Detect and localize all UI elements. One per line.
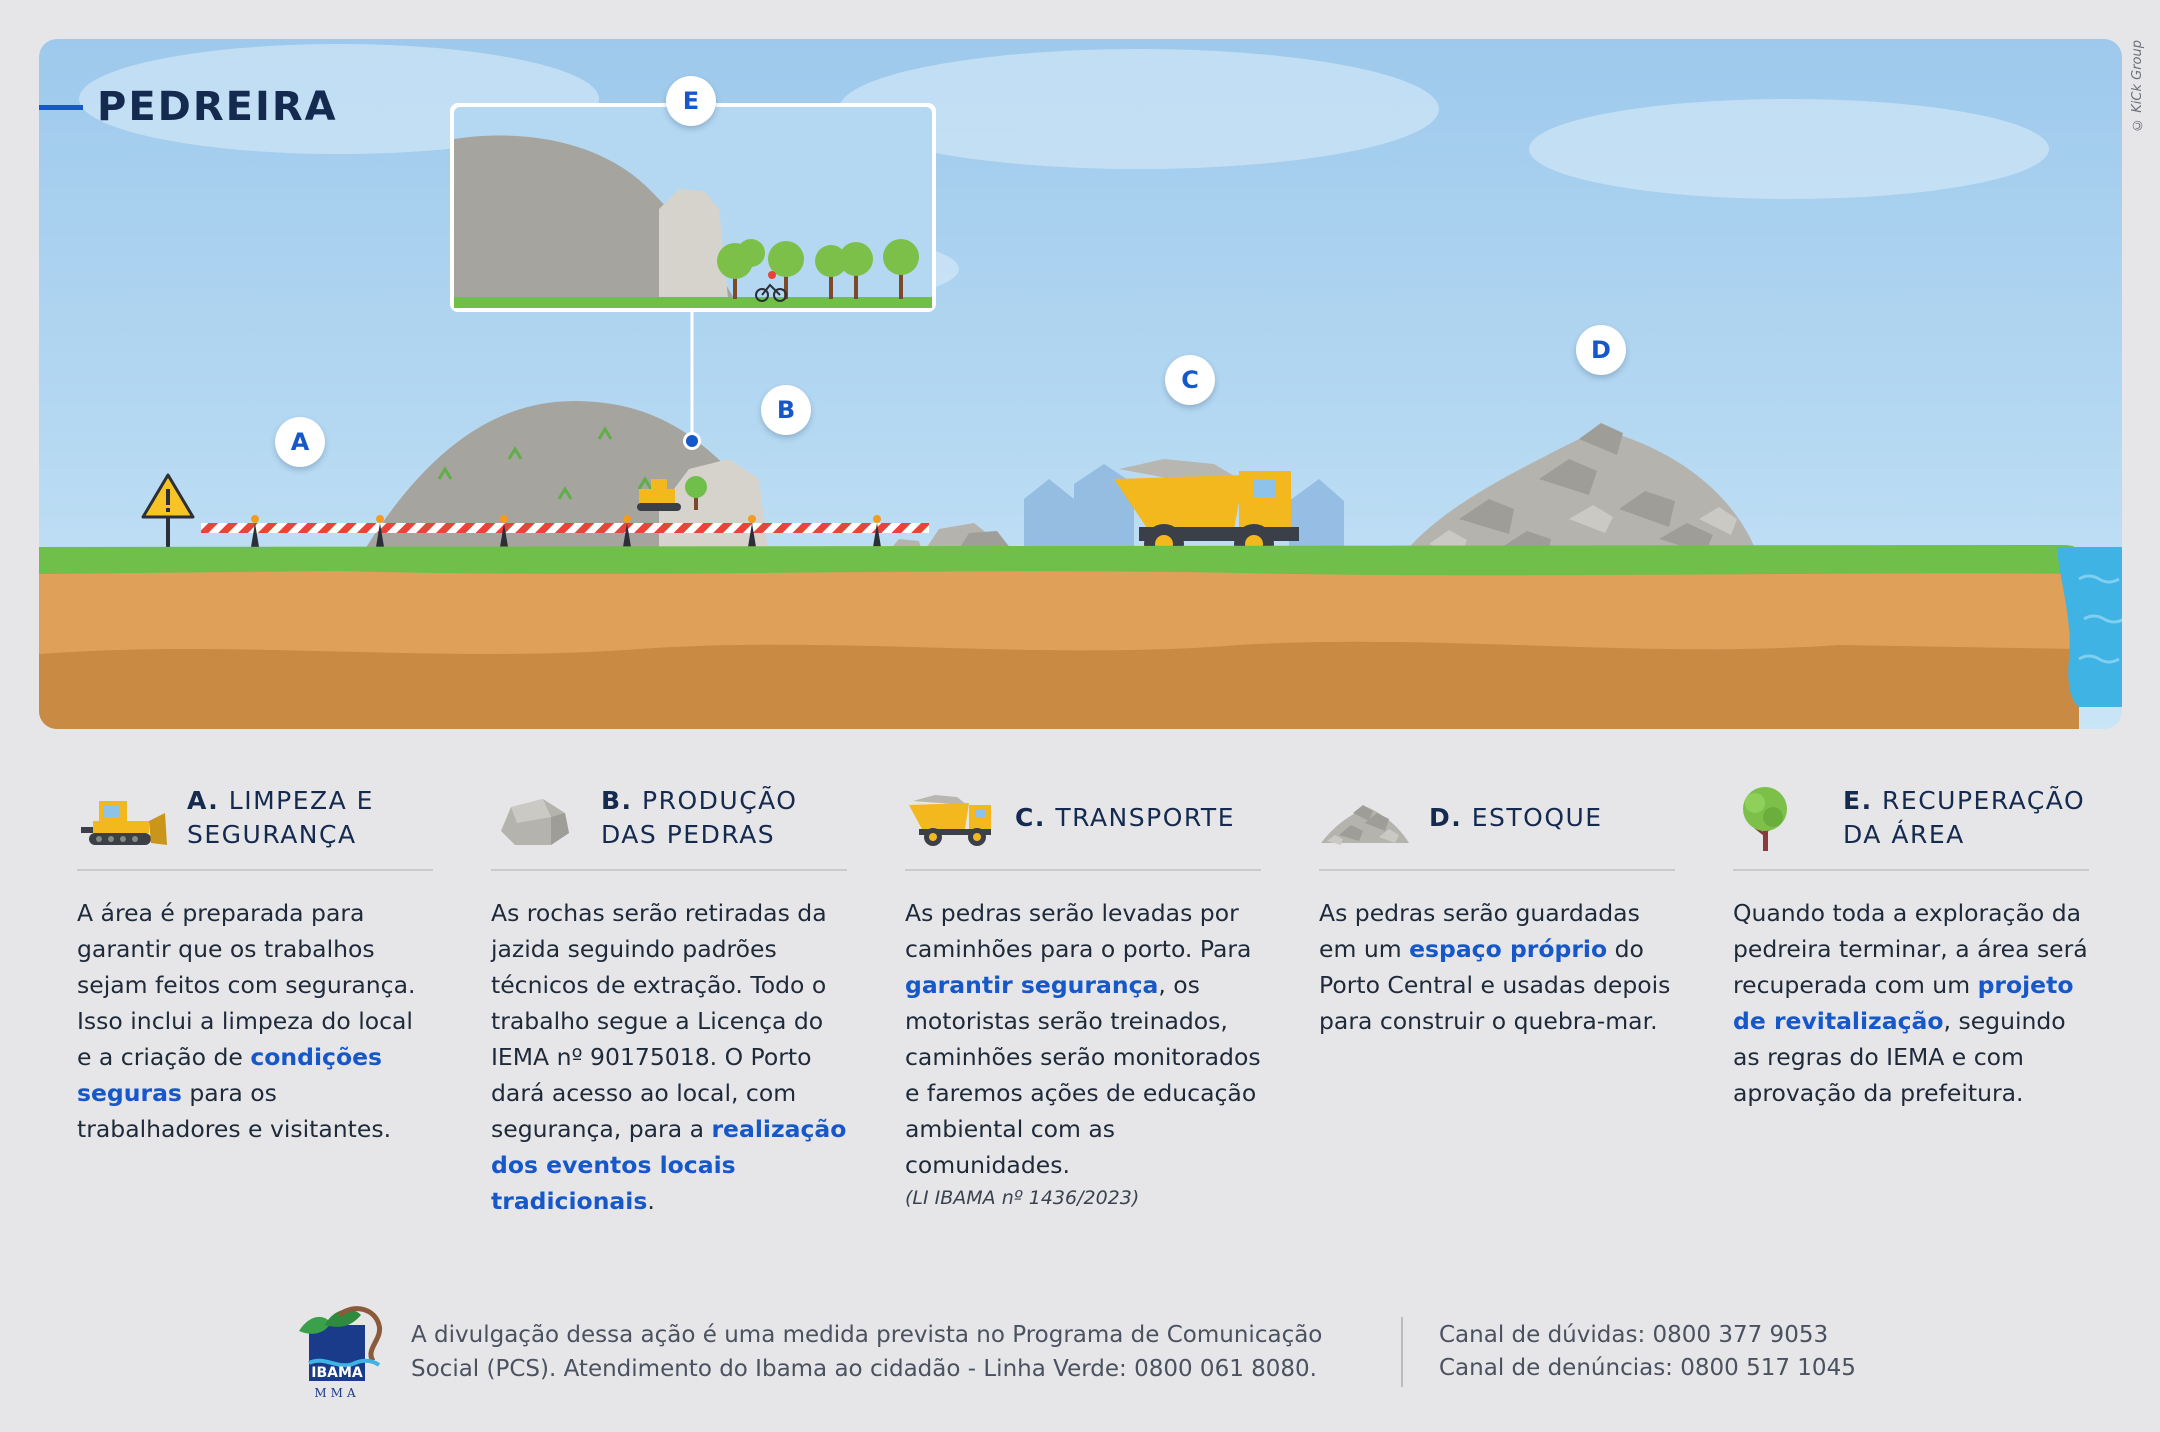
step-b — [491, 775, 847, 1219]
grass-layer — [39, 545, 2084, 575]
svg-text:MMA: MMA — [314, 1386, 360, 1399]
step-d — [1319, 775, 1675, 1219]
contact-doubts: Canal de dúvidas: 0800 377 9053 — [1439, 1322, 1829, 1348]
marker-a: A — [275, 417, 325, 467]
marker-d: D — [1576, 325, 1626, 375]
bulldozer-icon — [77, 783, 169, 853]
step-e-text: Quando toda a exploração da pedreira terminar, a área será recuperada com um projeto de revitalização, seguindo as regras do IEMA e com aprovação da prefeitura. — [1733, 899, 2088, 1107]
step-b-text: As rochas serão retiradas da jazida seguindo padrões técnicos de extração. Todo o trabalho segue a Licença do IEMA nº 90175018. O Porto dará acesso ao local, com segurança, para a realização dos eventos locais tradicionais. — [491, 899, 847, 1215]
step-d-header — [1319, 775, 1675, 871]
step-e-header — [1733, 775, 2089, 871]
page-title: PEDREIRA — [97, 84, 338, 130]
steps-list — [77, 775, 2092, 1219]
clouds — [79, 44, 2049, 309]
marker-e: E — [666, 76, 716, 126]
step-c-text: As pedras serão levadas por caminhões para o porto. Para garantir segurança, os motoristas serão treinados, caminhões serão monitorados e faremos ações de educação ambiental com as comunidades. (LI IBAMA nº 1436/2023) — [905, 895, 1261, 1213]
step-a-title: A. LIMPEZA E SEGURANÇA — [187, 786, 374, 849]
rock-stockpile — [1399, 423, 1759, 559]
title-accent-bar — [39, 105, 83, 110]
step-a-text: A área é preparada para garantir que os trabalhos sejam feitos com segurança. Isso inclui a limpeza do local e a criação de condições seguras para os trabalhadores e visitantes. — [77, 899, 416, 1143]
svg-text:IBAMA: IBAMA — [311, 1365, 363, 1381]
tree-icon — [1733, 783, 1825, 853]
step-e — [1733, 775, 2089, 1219]
step-c-license-note: (LI IBAMA nº 1436/2023) — [905, 1187, 1140, 1209]
footer-program-text: A divulgação dessa ação é uma medida prevista no Programa de Comunicação Social (PCS). Atendimento do Ibama ao cidadão - Linha Verde: 0800 061 8080. — [411, 1322, 1323, 1382]
image-credit: © KiCk Group — [2130, 40, 2145, 132]
step-b-header — [491, 775, 847, 871]
rock-icon — [491, 783, 583, 853]
step-c — [905, 775, 1261, 1219]
quarry-illustration — [39, 39, 2122, 729]
footer — [295, 1305, 1856, 1399]
quarry-hill — [359, 401, 769, 559]
step-b-title: B. PRODUÇÃO DAS PEDRAS — [601, 786, 798, 849]
marker-c: C — [1165, 355, 1215, 405]
recovery-callout — [450, 103, 936, 312]
footer-divider — [1401, 1317, 1403, 1387]
step-e-title: E. RECUPERAÇÃO DA ÁREA — [1843, 786, 2086, 849]
step-d-text: As pedras serão guardadas em um espaço próprio do Porto Central e usadas depois para construir o quebra-mar. — [1319, 899, 1671, 1035]
dump-truck-icon — [905, 783, 997, 853]
step-d-title: D. ESTOQUE — [1429, 803, 1603, 832]
step-c-header — [905, 775, 1261, 871]
marker-b: B — [761, 385, 811, 435]
rock-pile-icon — [1319, 783, 1411, 853]
page-title-block — [39, 84, 338, 130]
step-c-title: C. TRANSPORTE — [1015, 803, 1235, 832]
contact-reports: Canal de denúncias: 0800 517 1045 — [1439, 1355, 1856, 1381]
step-a-header — [77, 775, 433, 871]
step-a — [77, 775, 433, 1219]
ibama-logo-icon — [295, 1305, 391, 1399]
footer-contacts — [1439, 1319, 1856, 1385]
quarry-scene-art — [39, 39, 2122, 729]
